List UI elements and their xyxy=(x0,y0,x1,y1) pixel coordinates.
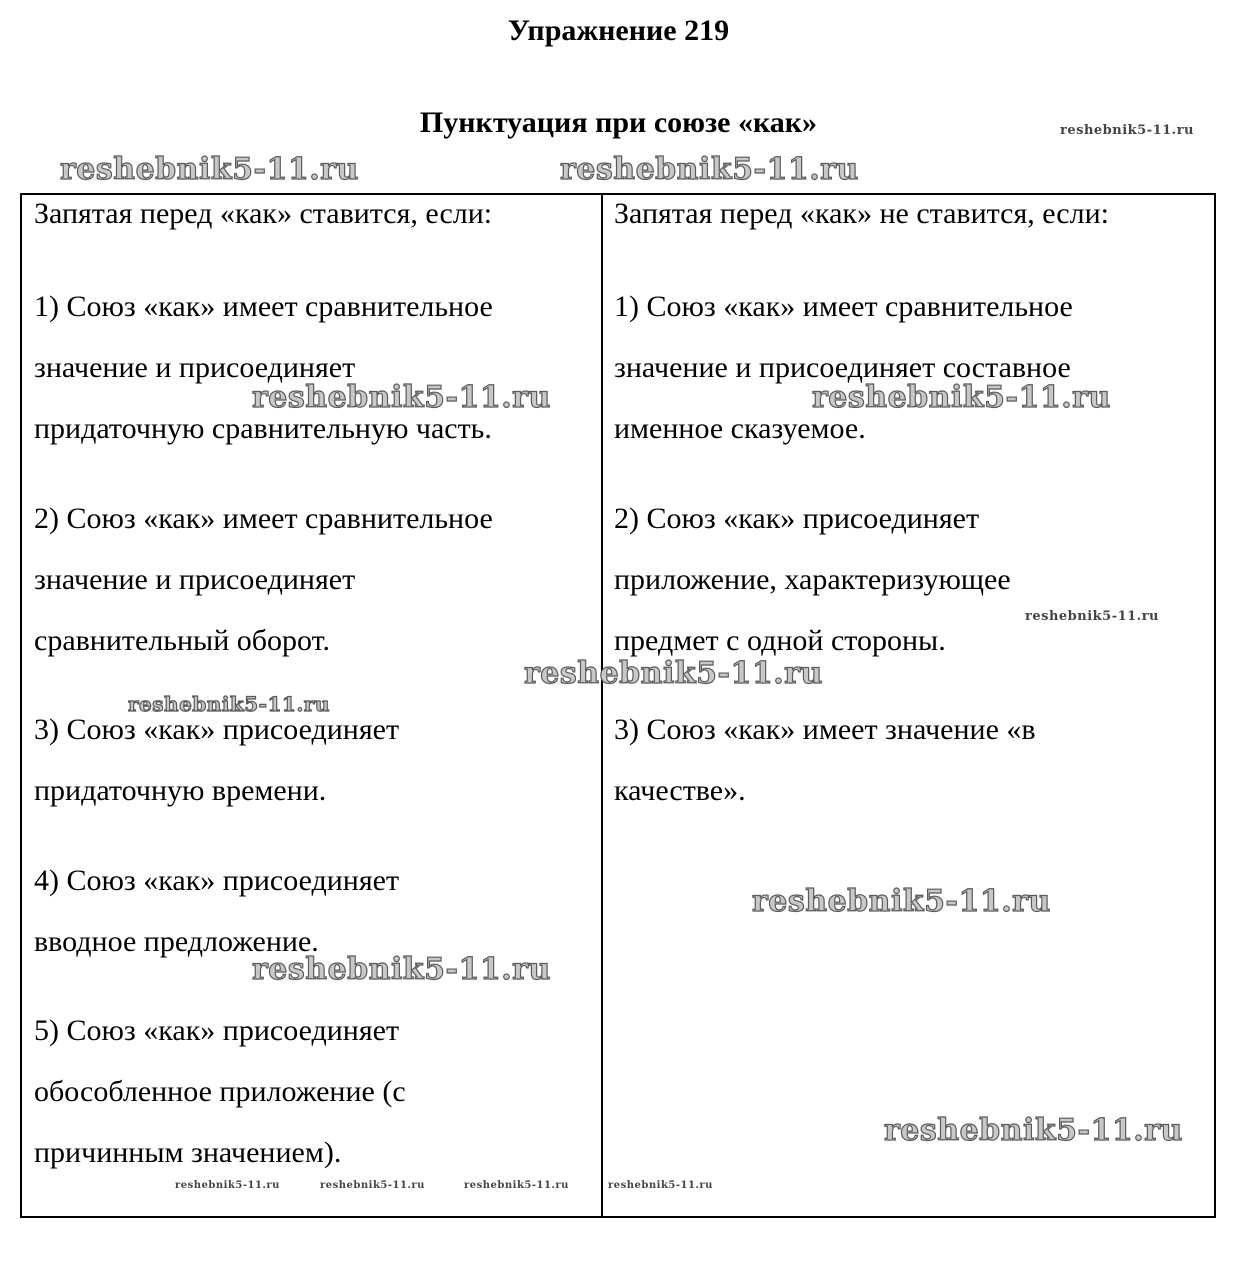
right-column-header: Запятая перед «как» не ставится, если: xyxy=(614,197,1109,230)
watermark: reshebnik5-11.ru xyxy=(252,380,551,415)
left-rule-3 xyxy=(34,699,399,821)
watermark: reshebnik5-11.ru xyxy=(320,1180,425,1191)
right-rule-2 xyxy=(614,488,1011,671)
page-title: Упражнение 219 xyxy=(507,14,730,47)
watermark: reshebnik5-11.ru xyxy=(128,692,330,716)
right-column xyxy=(614,195,1204,1216)
rule-line: сравнительный оборот. xyxy=(34,624,330,657)
rule-line: вводное предложение. xyxy=(34,925,319,958)
rule-line: 1) Союз «как» имеет сравнительное xyxy=(34,290,493,323)
rule-line: 3) Союз «как» присоединяет xyxy=(34,713,400,746)
rule-line: 2) Союз «как» присоединяет xyxy=(614,502,980,535)
watermark: reshebnik5-11.ru xyxy=(60,152,359,187)
table-subtitle: Пунктуация при союзе «как» xyxy=(419,106,818,139)
watermark: reshebnik5-11.ru xyxy=(752,884,1051,919)
rule-line: приложение, характеризующее xyxy=(614,563,1011,596)
watermark: reshebnik5-11.ru xyxy=(884,1113,1183,1148)
left-rule-2 xyxy=(34,488,493,671)
watermark: reshebnik5-11.ru xyxy=(175,1180,280,1191)
rule-line: 3) Союз «как» имеет значение «в xyxy=(614,713,1036,746)
watermark: reshebnik5-11.ru xyxy=(1025,609,1160,624)
rule-line: качестве». xyxy=(614,774,746,807)
rule-line: 4) Союз «как» присоединяет xyxy=(34,864,400,897)
watermark: reshebnik5-11.ru xyxy=(252,952,551,987)
rule-line: предмет с одной стороны. xyxy=(614,624,946,657)
rule-line: именное сказуемое. xyxy=(614,412,866,445)
watermark: reshebnik5-11.ru xyxy=(1060,123,1195,138)
right-rule-3 xyxy=(614,699,1036,821)
column-divider xyxy=(601,195,603,1216)
watermark: reshebnik5-11.ru xyxy=(812,380,1111,415)
rule-line: придаточную сравнительную часть. xyxy=(34,412,492,445)
watermark: reshebnik5-11.ru xyxy=(524,656,823,691)
rule-line: обособленное приложение (с xyxy=(34,1075,406,1108)
left-column-header: Запятая перед «как» ставится, если: xyxy=(34,197,493,230)
left-rule-5 xyxy=(34,1000,406,1183)
rule-line: причинным значением). xyxy=(34,1136,342,1169)
rule-line: значение и присоединяет xyxy=(34,563,356,596)
rule-line: 2) Союз «как» имеет сравнительное xyxy=(34,502,493,535)
rule-line: 5) Союз «как» присоединяет xyxy=(34,1014,400,1047)
watermark: reshebnik5-11.ru xyxy=(608,1180,713,1191)
watermark: reshebnik5-11.ru xyxy=(464,1180,569,1191)
rule-line: значение и присоединяет xyxy=(34,351,356,384)
right-rule-1 xyxy=(614,276,1073,459)
watermark: reshebnik5-11.ru xyxy=(560,152,859,187)
left-rule-1 xyxy=(34,276,493,459)
rule-line: значение и присоединяет составное xyxy=(614,351,1071,384)
rule-line: 1) Союз «как» имеет сравнительное xyxy=(614,290,1073,323)
rule-line: придаточную времени. xyxy=(34,774,327,807)
